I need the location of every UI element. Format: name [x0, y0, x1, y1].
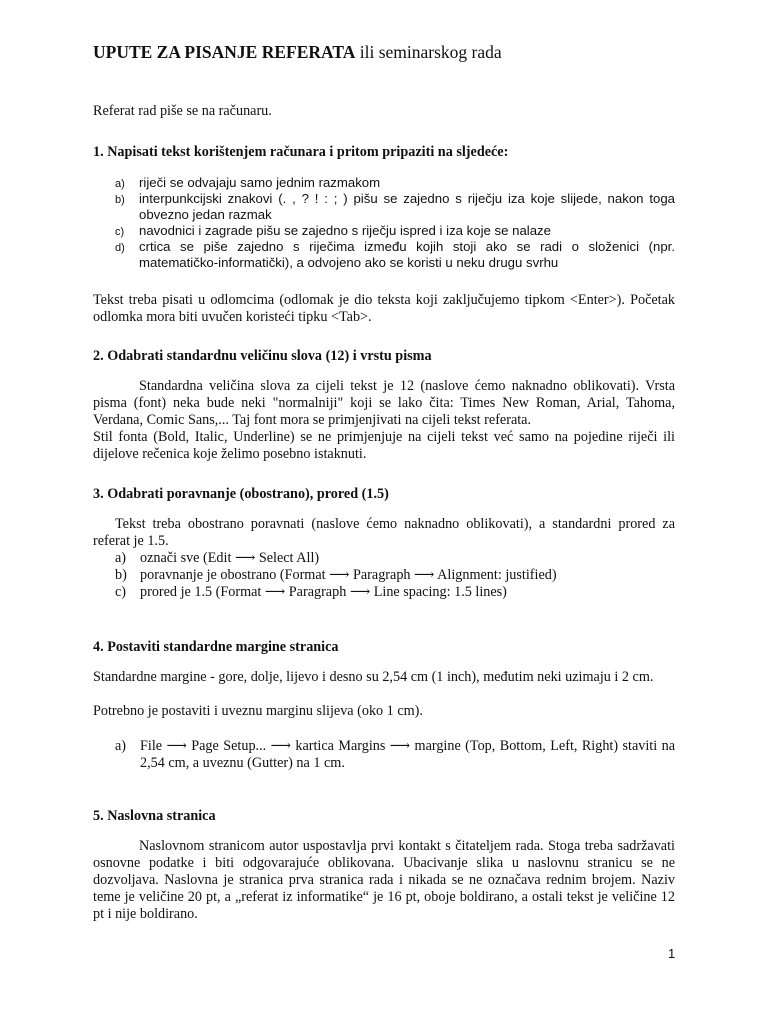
title-bold-part: UPUTE ZA PISANJE REFERATA [93, 42, 356, 62]
section-1-paragraph: Tekst treba pisati u odlomcima (odlomak je dio teksta koji zaključujemo tipkom <Enter>). Početak odlomka mora biti uvučen koristeći tipku <Tab>. [93, 292, 675, 325]
title-normal-part: ili seminarskog rada [355, 42, 502, 62]
list-marker: c) [115, 226, 125, 238]
list-item-text: navodnici i zagrade pišu se zajedno s riječju ispred i iza koje se nalaze [139, 223, 551, 238]
section-2-paragraph-2: Stil fonta (Bold, Italic, Underline) se ne primjenjuje na cijeli tekst već samo na pojedine riječi ili dijelove rečenica koje želimo posebno istaknuti. [93, 429, 675, 462]
list-marker: b) [115, 194, 125, 206]
list-item-text: crtica se piše zajedno s riječima između kojih stoji ako se radi o složenici (npr. matematičko-informatički), a odvojeno ako se koristi u neku drugu svrhu [139, 239, 675, 270]
list-item [93, 584, 675, 601]
section-4-list [93, 738, 675, 772]
list-marker: a) [115, 550, 127, 566]
section-2-paragraph-1: Standardna veličina slova za cijeli tekst je 12 (naslove ćemo naknadno oblikovati). Vrsta pisma (font) neka bude neki "normalniji" koji se lako čita: Times New Roman, Arial, Tahoma, Verdana, Comic Sans,... Taj font mora se primjenjivati na cijeli tekst referata. [93, 378, 675, 428]
list-item [93, 191, 675, 223]
section-3-paragraph: Tekst treba obostrano poravnati (naslove ćemo naknadno oblikovati), a standardni prored za referat je 1.5. [93, 516, 675, 549]
section-4-paragraph-2: Potrebno je postaviti i uveznu marginu slijeva (oko 1 cm). [93, 703, 423, 719]
list-marker: d) [115, 242, 125, 254]
list-marker: b) [115, 567, 127, 583]
list-marker: a) [115, 738, 127, 754]
list-marker: a) [115, 178, 125, 190]
list-item-text: označi sve (Edit ⟶ Select All) [140, 550, 320, 566]
section-3-heading: 3. Odabrati poravnanje (obostrano), prored (1.5) [93, 486, 389, 502]
list-item-text: prored je 1.5 (Format ⟶ Paragraph ⟶ Line spacing: 1.5 lines) [140, 584, 507, 600]
section-5-heading: 5. Naslovna stranica [93, 808, 216, 824]
list-item [93, 738, 675, 772]
list-item-text: File ⟶ Page Setup... ⟶ kartica Margins ⟶ margine (Top, Bottom, Left, Right) staviti na 2,54 cm, a uveznu (Gutter) na 1 cm. [140, 738, 675, 771]
list-item [93, 223, 675, 239]
list-marker: c) [115, 584, 127, 600]
list-item-text: poravnanje je obostrano (Format ⟶ Paragraph ⟶ Alignment: justified) [140, 567, 557, 583]
list-item [93, 175, 675, 191]
section-3-list [93, 550, 675, 601]
list-item-text: interpunkcijski znakovi (. , ? ! : ; ) pišu se zajedno s riječju iza koje slijede, nakon toga obvezno jedan razmak [139, 191, 675, 222]
section-4-paragraph-1: Standardne margine - gore, dolje, lijevo i desno su 2,54 cm (1 inch), međutim neki uzimaju i 2 cm. [93, 669, 654, 685]
list-item [93, 567, 675, 584]
list-item [93, 550, 675, 567]
section-1-list [93, 175, 675, 271]
section-4-heading: 4. Postaviti standardne margine stranica [93, 639, 339, 655]
section-5-paragraph: Naslovnom stranicom autor uspostavlja prvi kontakt s čitateljem rada. Stoga treba sadržavati osnovne podatke i biti odgovarajuće oblikovana. Ubacivanje slika u naslovnu stranicu se ne dozvoljava. Naslovna je stranica prva stranica rada i nikada se ne označava rednim brojem. Naziv teme je veličine 20 pt, a „referat iz informatike“ je 16 pt, oboje boldirano, a ostali tekst je veličine 12 pt i nije boldirano. [93, 838, 675, 922]
document-title [93, 42, 502, 63]
list-item-text: riječi se odvajaju samo jednim razmakom [139, 175, 381, 190]
list-item [93, 239, 675, 271]
page-number: 1 [668, 946, 676, 961]
section-2-heading: 2. Odabrati standardnu veličinu slova (12) i vrstu pisma [93, 348, 432, 364]
section-1-heading: 1. Napisati tekst korištenjem računara i pritom pripaziti na sljedeće: [93, 144, 509, 160]
intro-paragraph: Referat rad piše se na računaru. [93, 103, 272, 119]
